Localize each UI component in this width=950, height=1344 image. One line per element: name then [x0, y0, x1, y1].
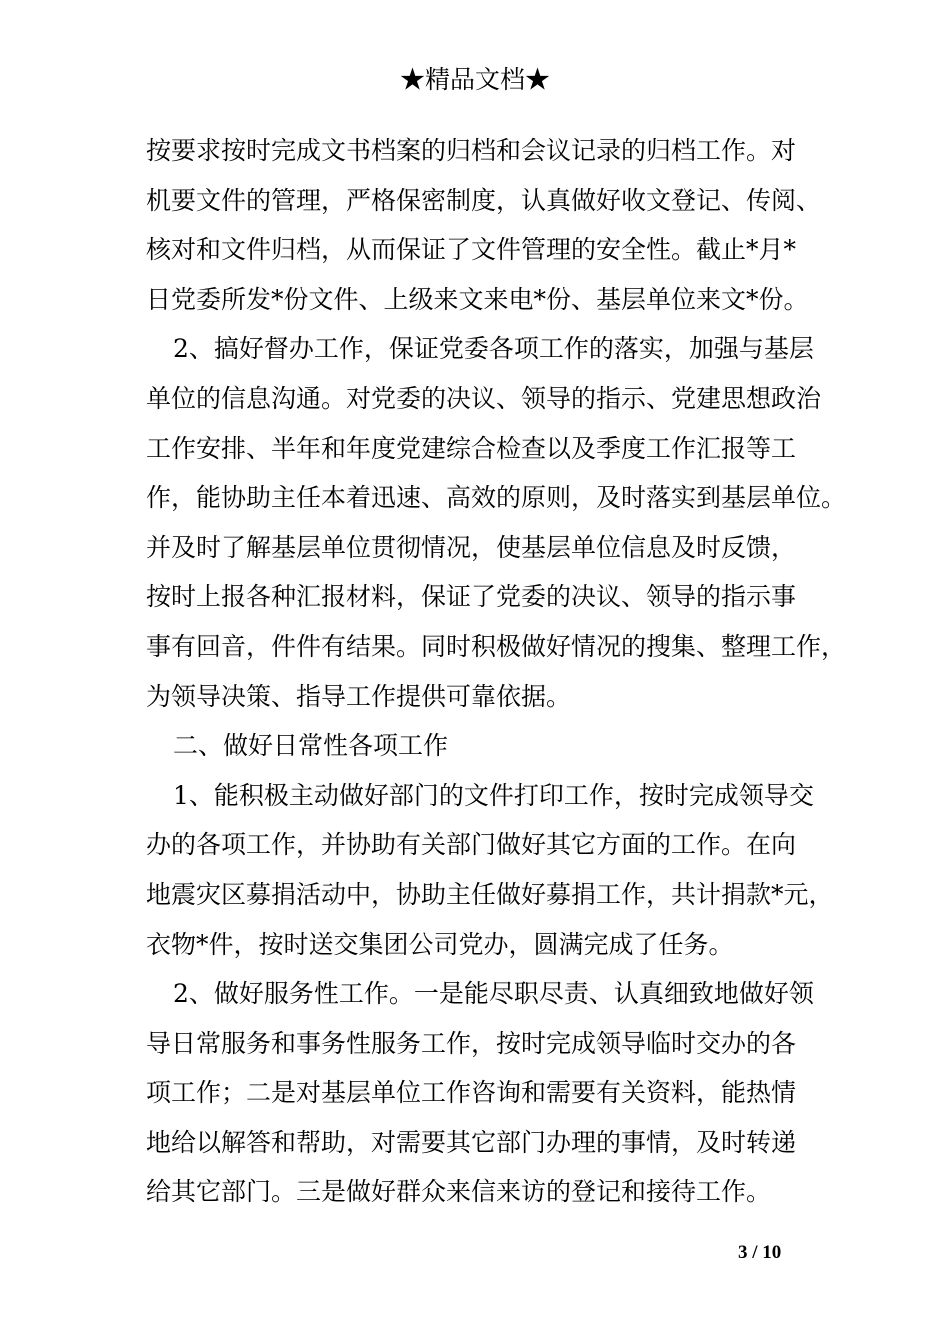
page-number: 3 / 10 [738, 1242, 782, 1263]
text-line: 并及时了解基层单位贯彻情况，使基层单位信息及时反馈， [146, 532, 797, 562]
text-line: 衣物*件，按时送交集团公司党办，圆满完成了任务。 [146, 929, 734, 959]
text-line: 2、做好服务性工作。一是能尽职尽责、认真细致地做好领 [173, 979, 814, 1009]
text-line: 地给以解答和帮助，对需要其它部门办理的事情，及时转递 [146, 1127, 797, 1157]
text-line: 项工作；二是对基层单位工作咨询和需要有关资料，能热情 [146, 1078, 797, 1108]
text-line: 1、能积极主动做好部门的文件打印工作，按时完成领导交 [173, 780, 814, 810]
text-line: 导日常服务和事务性服务工作，按时完成领导临时交办的各 [146, 1028, 797, 1058]
text-line: 按时上报各种汇报材料，保证了党委的决议、领导的指示事 [146, 582, 797, 612]
text-line: 为领导决策、指导工作提供可靠依据。 [146, 681, 572, 711]
text-line: 事有回音，件件有结果。同时积极做好情况的搜集、整理工作， [146, 631, 847, 661]
text-line: 作，能协助主任本着迅速、高效的原则，及时落实到基层单位。 [146, 483, 847, 513]
text-line: 工作安排、半年和年度党建综合检查以及季度工作汇报等工 [146, 433, 797, 463]
text-line: 日党委所发*份文件、上级来文来电*份、基层单位来文*份。 [146, 284, 809, 314]
text-line: 机要文件的管理，严格保密制度，认真做好收文登记、传阅、 [146, 185, 822, 215]
text-line: 核对和文件归档，从而保证了文件管理的安全性。截止*月* [146, 235, 797, 265]
page-header-title: ★精品文档★ [399, 65, 550, 94]
text-line: 按要求按时完成文书档案的归档和会议记录的归档工作。对 [146, 136, 797, 165]
text-line: 单位的信息沟通。对党委的决议、领导的指示、党建思想政治 [146, 383, 822, 413]
document-body [146, 126, 847, 1217]
text-line: 办的各项工作，并协助有关部门做好其它方面的工作。在向 [146, 830, 797, 860]
text-line: 给其它部门。三是做好群众来信来访的登记和接待工作。 [146, 1177, 772, 1207]
text-line: 2、搞好督办工作，保证党委各项工作的落实，加强与基层 [173, 334, 814, 364]
text-line: 二、做好日常性各项工作 [173, 731, 449, 761]
text-line: 地震灾区募捐活动中，协助主任做好募捐工作，共计捐款*元， [146, 879, 834, 909]
